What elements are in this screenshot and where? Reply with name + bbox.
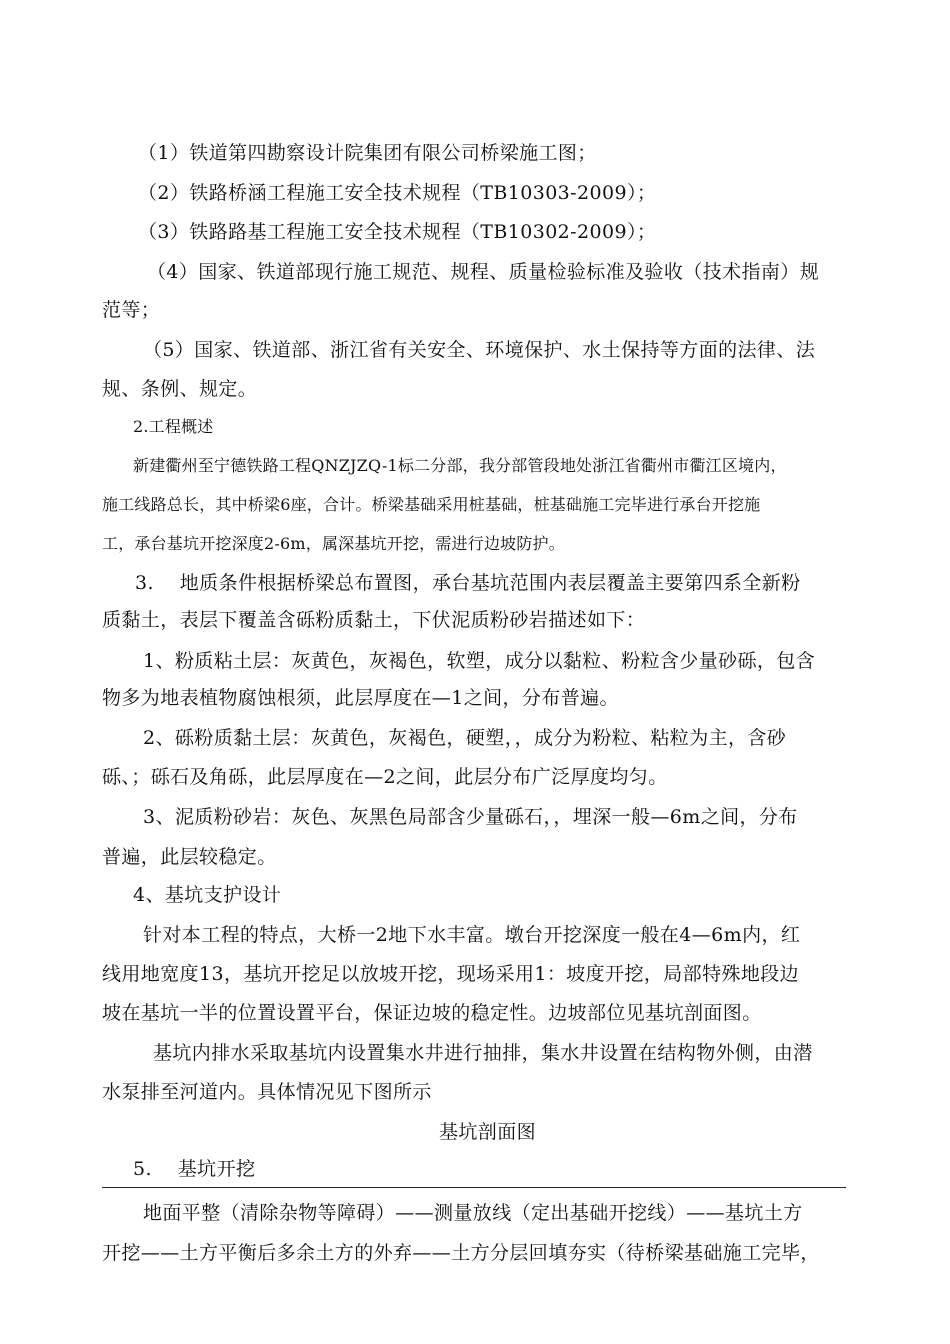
overview-line2: 施工线路总长，其中桥梁6座，合计。桥梁基础采用桩基础，桩基础施工完毕进行承台开挖施 xyxy=(102,495,761,514)
overview-heading: 2.工程概述 xyxy=(133,417,214,436)
overview-line3: 工，承台基坑开挖深度2-6m，属深基坑开挖，需进行边坡防护。 xyxy=(102,534,565,553)
geology-layer2-line1: 2、砾粉质黏土层：灰黄色，灰褐色，硬塑，，成分为粉粒、粘粒为主，含砂 xyxy=(143,727,787,749)
reference-item-5-line1: （5）国家、铁道部、浙江省有关安全、环境保护、水土保持等方面的法律、法 xyxy=(143,339,816,361)
excavation-heading: 5. 基坑开挖 xyxy=(133,1158,256,1180)
excavation-line1: 地面平整（清除杂物等障碍）——测量放线（定出基础开挖线）——基坑土方 xyxy=(143,1202,803,1224)
geology-layer3-line2: 普遍，此层较稳定。 xyxy=(102,846,277,868)
support-p1-line2: 线用地宽度13，基坑开挖足以放坡开挖，现场采用1：坡度开挖，局部特殊地段边 xyxy=(102,963,800,985)
reference-item-4-line1: （4）国家、铁道部现行施工规范、规程、质量检验标准及验收（技术指南）规 xyxy=(147,261,820,283)
support-heading: 4、基坑支护设计 xyxy=(133,884,282,906)
geology-layer2-line2: 砾、；砾石及角砾，此层厚度在—2之间，此层分布广泛厚度均匀。 xyxy=(102,766,668,788)
geology-layer3-line1: 3、泥质粉砂岩：灰色、灰黑色局部含少量砾石，，埋深一般—6m之间，分布 xyxy=(143,806,798,828)
overview-line1: 新建衢州至宁德铁路工程QNZJZQ-1标二分部，我分部管段地处浙江省衢州市衢江区境内， xyxy=(133,456,787,475)
reference-item-1: （1）铁道第四勘察设计院集团有限公司桥梁施工图； xyxy=(138,142,597,164)
reference-item-3: （3）铁路路基工程施工安全技术规程（TB10302-2009）； xyxy=(138,221,657,243)
reference-item-5-line2: 规、条例、规定。 xyxy=(102,378,258,400)
support-p2-line1: 基坑内排水采取基坑内设置集水井进行抽排，集水井设置在结构物外侧，由潜 xyxy=(153,1042,813,1064)
geology-layer1-line2: 物多为地表植物腐蚀根须，此层厚度在—1之间，分布普遍。 xyxy=(102,687,619,709)
reference-item-2: （2）铁路桥涵工程施工安全技术规程（TB10303-2009）； xyxy=(138,182,657,204)
geology-line1: 3. 地质条件根据桥梁总布置图，承台基坑范围内表层覆盖主要第四系全新粉 xyxy=(135,572,801,594)
figure-caption: 基坑剖面图 xyxy=(439,1121,537,1143)
section-divider xyxy=(102,1187,846,1188)
geology-line2: 质黏土，表层下覆盖含砾粉质黏土，下伏泥质粉砂岩描述如下： xyxy=(102,609,646,631)
geology-layer1-line1: 1、粉质粘土层：灰黄色，灰褐色，软塑，成分以黏粒、粉粒含少量砂砾，包含 xyxy=(143,650,816,672)
support-p2-line2: 水泵排至河道内。具体情况见下图所示 xyxy=(102,1081,432,1103)
excavation-line2: 开挖——土方平衡后多余土方的外弃——土方分层回填夯实（待桥梁基础施工完毕， xyxy=(102,1242,820,1264)
support-p1-line1: 针对本工程的特点，大桥一2地下水丰富。墩台开挖深度一般在4—6m内，红 xyxy=(143,924,801,946)
support-p1-line3: 坡在基坑一半的位置设置平台，保证边坡的稳定性。边坡部位见基坑剖面图。 xyxy=(102,1002,762,1024)
reference-item-4-line2: 范等； xyxy=(102,299,161,321)
